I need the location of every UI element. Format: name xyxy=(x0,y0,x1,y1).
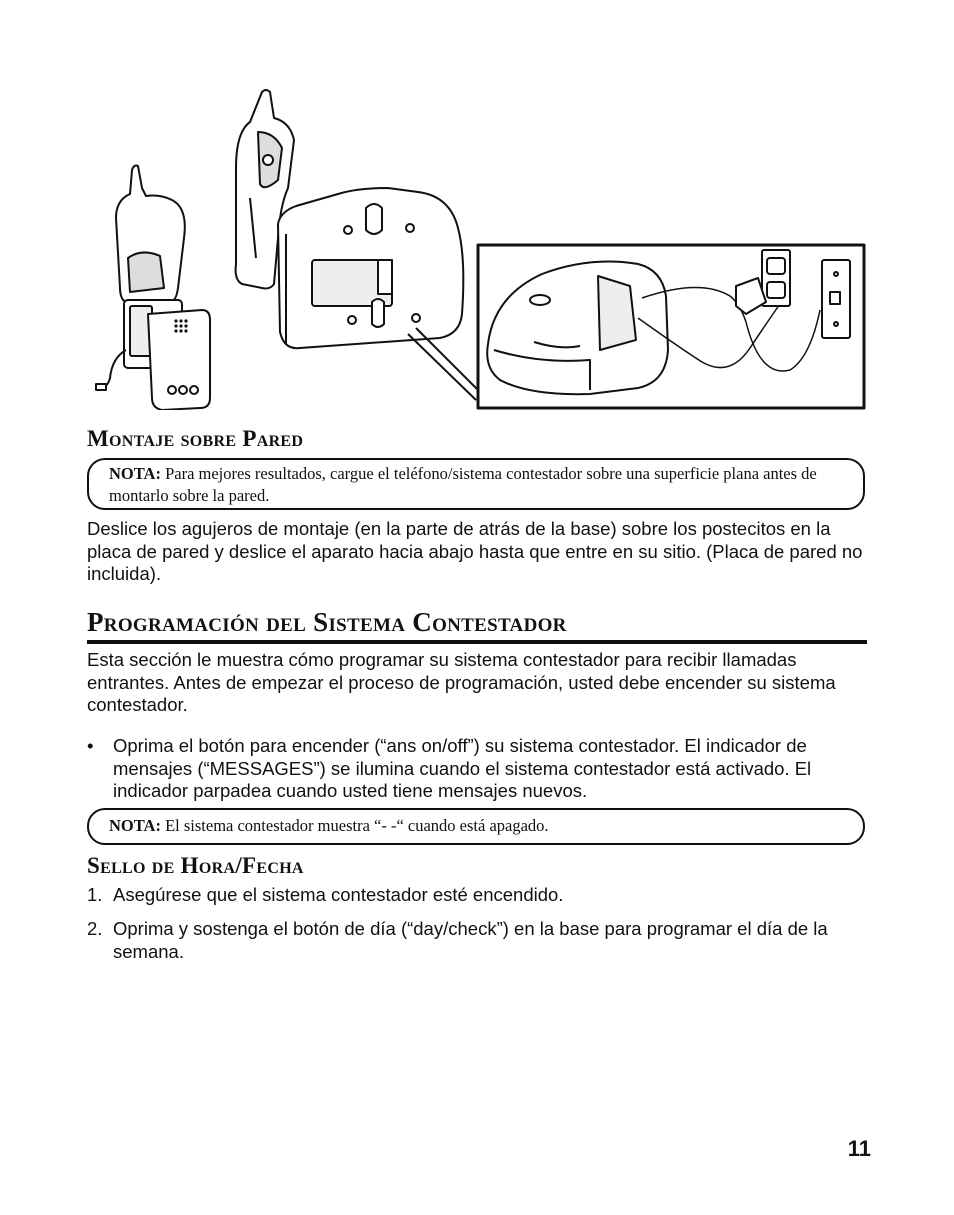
list-item xyxy=(87,735,877,803)
list-item xyxy=(87,884,877,907)
note-box-off-display xyxy=(87,808,865,845)
page-number: 11 xyxy=(847,1136,871,1161)
programming-intro: Esta sección le muestra cómo programar su sistema contestador para recibir llamadas entrantes. Antes de empezar el proceso de programación, usted debe encender su sistema contestador. xyxy=(87,649,836,715)
bullet-text: Oprima el botón para encender (“ans on/off”) su sistema contestador. El indicador de mensajes (“MESSAGES”) se ilumina cuando el sistema contestador está activado. El indicador parpadea cuando usted tiene mensajes nuevos. xyxy=(113,735,812,801)
handset-front-illustration xyxy=(96,166,210,411)
step-number: 1. xyxy=(87,884,103,905)
note-label: NOTA: xyxy=(109,816,161,835)
step-text: Asegúrese que el sistema contestador esté encendido. xyxy=(113,884,564,905)
bullet-mark: • xyxy=(87,735,94,756)
step-number: 2. xyxy=(87,918,103,939)
note-text: Para mejores resultados, cargue el teléfono/sistema contestador sobre una superficie plana antes de montarlo sobre la pared. xyxy=(109,464,817,505)
base-unit-back-illustration xyxy=(278,188,463,348)
section-title-time-stamp: Sello de Hora/Fecha xyxy=(87,853,304,878)
section-divider xyxy=(87,640,867,644)
note-box-charge xyxy=(87,458,865,510)
section-title-programming: Programación del Sistema Contestador xyxy=(87,607,567,637)
section-title-wall-mount: Montaje sobre Pared xyxy=(87,426,304,451)
wall-mount-illustration xyxy=(90,88,870,410)
note-text: El sistema contestador muestra “- -“ cuando está apagado. xyxy=(165,816,549,835)
note-label: NOTA: xyxy=(109,464,161,483)
step-text: Oprima y sostenga el botón de día (“day/check”) en la base para programar el día de la semana. xyxy=(113,918,828,962)
wall-mount-instructions: Deslice los agujeros de montaje (en la parte de atrás de la base) sobre los postecitos en la placa de pared y deslice el aparato hacia abajo hasta que entre en su sitio. (Placa de pared no incluida). xyxy=(87,518,863,584)
list-item xyxy=(87,918,877,963)
